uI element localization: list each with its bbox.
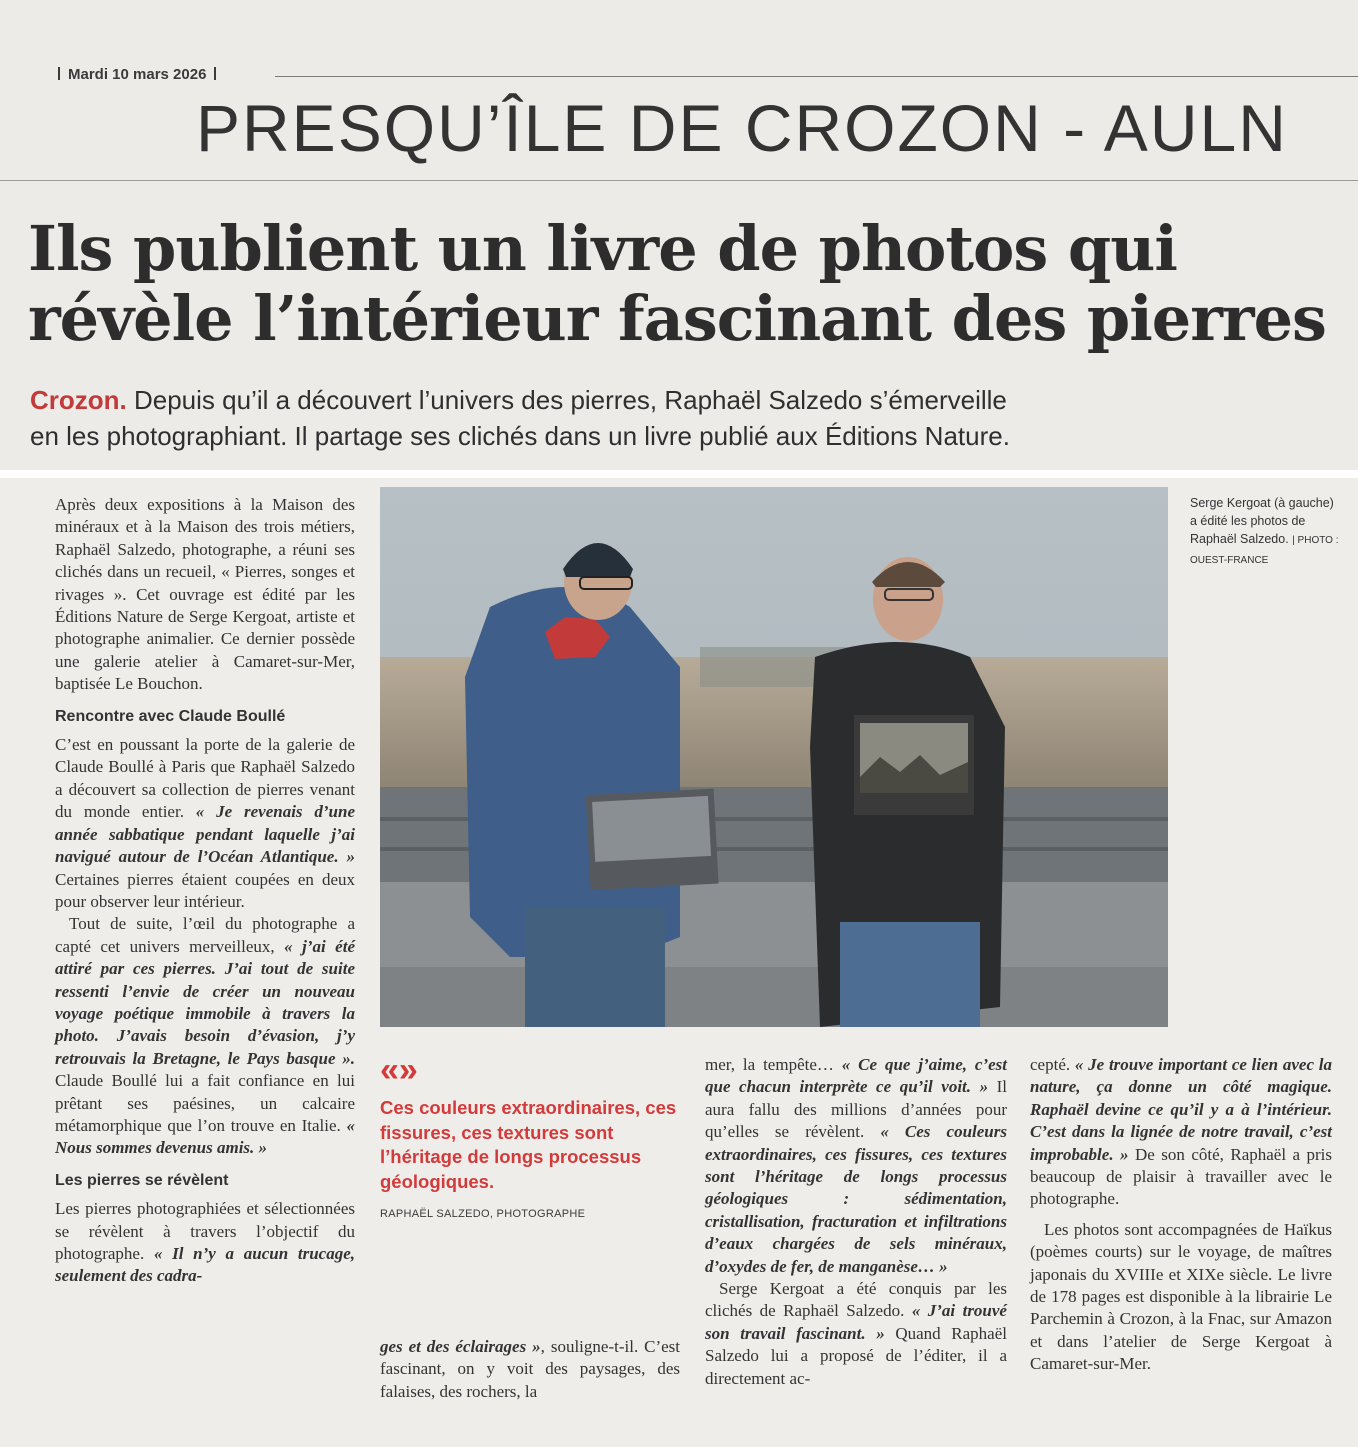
text-run: Serge Kergoat a été conquis par les clichés de Raphaël Salzedo.: [705, 1279, 1007, 1321]
paragraph: [55, 913, 355, 1159]
headline-line-2: révèle l’intérieur fascinant des pierres: [28, 282, 1326, 355]
caption-text: Serge Kergoat (à gauche) a édité les photos de Raphaël Salzedo.: [1190, 496, 1334, 546]
quote-mark-icon: «»: [380, 1051, 418, 1089]
quote-run: « Ces couleurs extraordinaires, ces fissures, ces textures sont l’héritage de longs processus géologiques : sédimentation, cristallisation, fracturation et infiltrations d’eaux chargées de sels minéraux, d’oxydes de fer, de manganèse… »: [705, 1122, 1007, 1276]
quote-run: « Nous sommes devenus amis. »: [55, 1115, 355, 1158]
paragraph: [55, 734, 355, 913]
quote-run: « Je revenais d’une année sabbatique pendant laquelle j’ai navigué autour de l’Océan Atlantique. »: [55, 802, 355, 867]
paragraph: [705, 1054, 1007, 1278]
subheading-pierres: Les pierres se révèlent: [55, 1171, 229, 1189]
text-run: Quand Raphaël Salzedo lui a proposé de l’éditer, il a directement ac-: [705, 1323, 1007, 1388]
text-run: mer, la tempête…: [705, 1055, 842, 1074]
section-rule: [0, 180, 1358, 181]
section-title: PRESQU’ÎLE DE CROZON - AULN: [196, 91, 1288, 165]
pull-quote: [380, 1052, 680, 1220]
photo-credit: | PHOTO : OUEST-FRANCE: [1190, 535, 1339, 566]
text-run: C’est en poussant la porte de la galerie de Claude Boullé à Paris que Raphaël Salzedo a découvert sa collection de pierres venant du monde entier.: [55, 735, 355, 822]
text-run: Les pierres photographiées et sélectionnées se révèlent à travers l’objectif du photographe.: [55, 1199, 355, 1263]
text-run: De son côté, Raphaël a pris beaucoup de plaisir à travailler avec le photographe.: [1030, 1144, 1332, 1209]
text-run: cepté.: [1030, 1055, 1075, 1074]
paragraph: [55, 1198, 355, 1288]
paragraph: Après deux expositions à la Maison des minéraux et à la Maison des trois métiers, Raphaël Salzedo, photographe, a réuni ses clichés dans un recueil, « Pierres, songes et rivages ». Cet ouvrage est édité par les Éditions Nature de Serge Kergoat, artiste et photographe animalier. Ce dernier possède une galerie atelier à Camaret-sur-Mer, baptisée Le Bouchon.: [55, 495, 355, 694]
text-run: , souligne-t-il. C’est fascinant, on y voit des paysages, des falaises, des rochers, la: [380, 1337, 681, 1401]
lede-line-1: Depuis qu’il a découvert l’univers des pierres, Raphaël Salzedo s’émerveille: [126, 385, 1007, 415]
quote-run: « J’ai trouvé son travail fascinant. »: [705, 1301, 1007, 1343]
headline-line-1: Ils publient un livre de photos qui: [28, 212, 1177, 285]
quote-run: ges et des éclairages »: [380, 1337, 541, 1356]
date-line: [50, 66, 224, 83]
headline: [28, 214, 1358, 354]
article-photo: [380, 487, 1168, 1027]
article-column-3: [705, 1054, 1007, 1390]
article-column-2: [380, 1336, 680, 1403]
article-column-1: [55, 494, 355, 1288]
pull-quote-author: RAPHAËL SALZEDO, PHOTOGRAPHE: [380, 1208, 586, 1220]
lede: [30, 382, 1340, 454]
photo-illustration: [380, 487, 1168, 1027]
text-run: Claude Boullé lui a fait confiance en lui prêtant ses paésines, un calcaire métamorphique que l’on trouve en Italie.: [55, 1071, 355, 1135]
paragraph: Les photos sont accompagnées de Haïkus (poèmes courts) sur le voyage, de maîtres japonais du XVIIIe et XIXe siècle. Le livre de 178 pages est disponible à la librairie Le Parchemin à Crozon, à la Fnac, sur Amazon et dans l’atelier de Serge Kergoat à Camaret-sur-Mer.: [1030, 1219, 1332, 1374]
text-run: Tout de suite, l’œil du photographe a capté cet univers merveilleux,: [55, 914, 355, 956]
date-rule: [275, 76, 1358, 77]
date-bar-left: [58, 67, 60, 80]
text-run: Certaines pierres étaient coupées en deux pour observer leur intérieur.: [55, 869, 355, 911]
paragraph: [380, 1336, 680, 1403]
quote-run: « Ce que j’aime, c’est que chacun interprète ce qu’il voit. »: [705, 1055, 1007, 1097]
pull-quote-text: Ces couleurs extraordinaires, ces fissures, ces textures sont l’héritage de longs processus géologiques.: [380, 1097, 677, 1192]
paragraph: [1030, 1054, 1332, 1211]
photo-caption: [1190, 494, 1340, 570]
quote-run: « Il n’y a aucun trucage, seulement des cadra-: [55, 1244, 355, 1286]
subheading-rencontre: Rencontre avec Claude Boullé: [55, 707, 286, 725]
lede-place: Crozon.: [30, 385, 127, 415]
lede-line-2: en les photographiant. Il partage ses clichés dans un livre publié aux Éditions Nature.: [30, 421, 1010, 451]
text-run: Il aura fallu des millions d’années pour qu’elles se révèlent.: [705, 1077, 1008, 1142]
date-bar-right: [214, 67, 216, 80]
issue-date: Mardi 10 mars 2026: [68, 66, 207, 83]
page-gap: [0, 470, 1358, 478]
article-column-4: [1030, 1054, 1332, 1376]
quote-run: « Je trouve important ce lien avec la nature, ça donne un côté magique. Raphaël devine ce qu’il y a à l’intérieur. C’est dans la lignée de notre travail, c’est improbable. »: [1030, 1055, 1332, 1164]
quote-run: « j’ai été attiré par ces pierres. J’ai tout de suite ressenti l’envie de créer un nouveau voyage poétique immobile à travers la photo. J’avais besoin d’évasion, j’y retrouvais la Bretagne, le Pays basque ».: [55, 936, 355, 1068]
paragraph: [705, 1278, 1007, 1390]
